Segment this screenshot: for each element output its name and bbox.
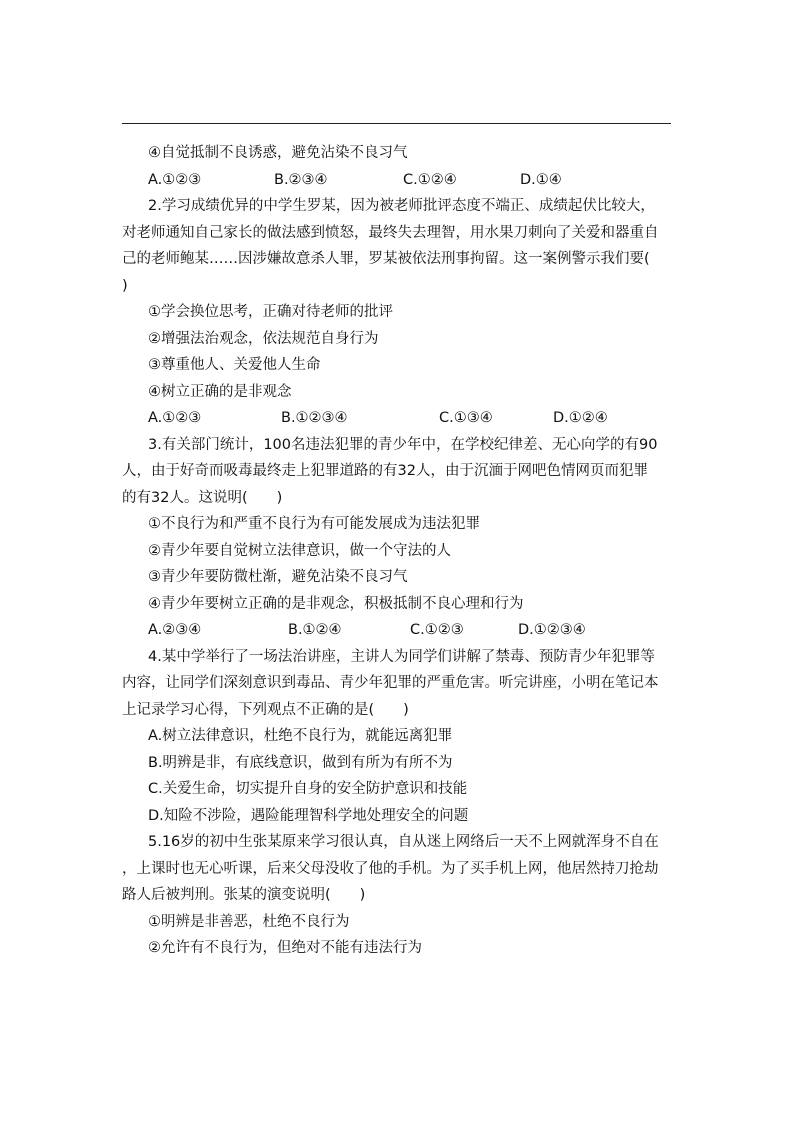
- q1-item-4: ④自觉抵制不良诱惑，避免沾染不良习气: [148, 145, 408, 161]
- q5-item-1: ①明辨是非善恶，杜绝不良行为: [148, 913, 350, 930]
- q2-item-4: ④树立正确的是非观念: [148, 383, 292, 400]
- q5-stem-line: 5.16岁的初中生张某原来学习很认真，自从迷上网络后一天不上网就浑身不自在: [148, 834, 659, 850]
- q2-stem-line: 对老师通知自己家长的做法感到愤怒，最终失去理智，用水果刀刺向了关爱和器重自: [122, 224, 659, 241]
- q3-stem-line: 人，由于好奇而吸毒最终走上犯罪道路的有32人，由于沉湎于网吧色情网页而犯罪: [122, 463, 648, 479]
- q5-stem-line: 路人后被判刑。张某的演变说明( ): [122, 887, 366, 903]
- q4-option-d: D.知险不涉险，遇险能理智科学地处理安全的问题: [148, 807, 469, 824]
- q4-option-c: C.关爱生命，切实提升自身的安全防护意识和技能: [148, 781, 468, 797]
- q2-item-2: ②增强法治观念，依法规范自身行为: [148, 330, 379, 347]
- q4-stem-line: 上记录学习心得，下列观点不正确的是( ): [122, 701, 409, 718]
- q3-item-1: ①不良行为和严重不良行为有可能发展成为违法犯罪: [148, 516, 480, 532]
- q5-item-2: ②允许有不良行为，但绝对不能有违法行为: [148, 940, 422, 956]
- q3-option-c: C.①②③: [410, 622, 464, 638]
- q2-stem-line: 己的老师鲍某……因涉嫌故意杀人罪，罗某被依法刑事拘留。这一案例警示我们要(: [122, 251, 650, 267]
- q3-item-4: ④青少年要树立正确的是非观念，积极抵制不良心理和行为: [148, 595, 524, 612]
- q2-options: [122, 405, 671, 432]
- q3-item-2: ②青少年要自觉树立法律意识，做一个守法的人: [148, 542, 451, 559]
- q4-option-b: B.明辨是非，有底线意识，做到有所为有所不为: [148, 754, 453, 771]
- q1-option-a: A.①②③: [148, 171, 202, 188]
- q2-option-a: A.①②③: [148, 410, 202, 426]
- q2-stem-line: ): [122, 277, 128, 294]
- q3-options: [122, 617, 671, 644]
- q2-item-1: ①学会换位思考，正确对待老师的批评: [148, 304, 393, 320]
- q2-option-c: C.①③④: [439, 410, 493, 426]
- q4-stem-line: 4.某中学举行了一场法治讲座，主讲人为同学们讲解了禁毒、预防青少年犯罪等: [148, 648, 655, 665]
- q1-option-b: B.②③④: [274, 171, 328, 188]
- q1-options: [122, 167, 671, 194]
- q4-option-a: A.树立法律意识，杜绝不良行为，就能远离犯罪: [148, 728, 453, 744]
- q2-option-d: D.①②④: [553, 410, 608, 426]
- header-rule: [122, 123, 671, 124]
- q3-item-3: ③青少年要防微杜渐，避免沾染不良习气: [148, 569, 408, 585]
- q2-item-3: ③尊重他人、关爱他人生命: [148, 357, 321, 373]
- q2-option-b: B.①②③④: [281, 410, 348, 426]
- q3-option-a: A.②③④: [148, 622, 202, 638]
- q3-stem-line: 3.有关部门统计，100名违法犯罪的青少年中，在学校纪律差、无心向学的有90: [148, 436, 658, 453]
- q3-option-d: D.①②③④: [518, 622, 586, 638]
- q3-option-b: B.①②④: [288, 622, 342, 638]
- q4-stem-line: 内容，让同学们深刻意识到毒品、青少年犯罪的严重危害。听完讲座，小明在笔记本: [122, 675, 659, 691]
- q5-stem-line: ，上课时也无心听课，后来父母没收了他的手机。为了买手机上网，他居然持刀抢劫: [122, 860, 659, 877]
- q3-stem-line: 的有32人。这说明( ): [122, 489, 283, 506]
- exam-content: [122, 140, 671, 962]
- q2-stem-line: 2.学习成绩优异的中学生罗某，因为被老师批评态度不端正、成绩起伏比较大，: [148, 198, 655, 214]
- q1-option-d: D.①④: [520, 171, 562, 188]
- q1-option-c: C.①②④: [403, 171, 457, 188]
